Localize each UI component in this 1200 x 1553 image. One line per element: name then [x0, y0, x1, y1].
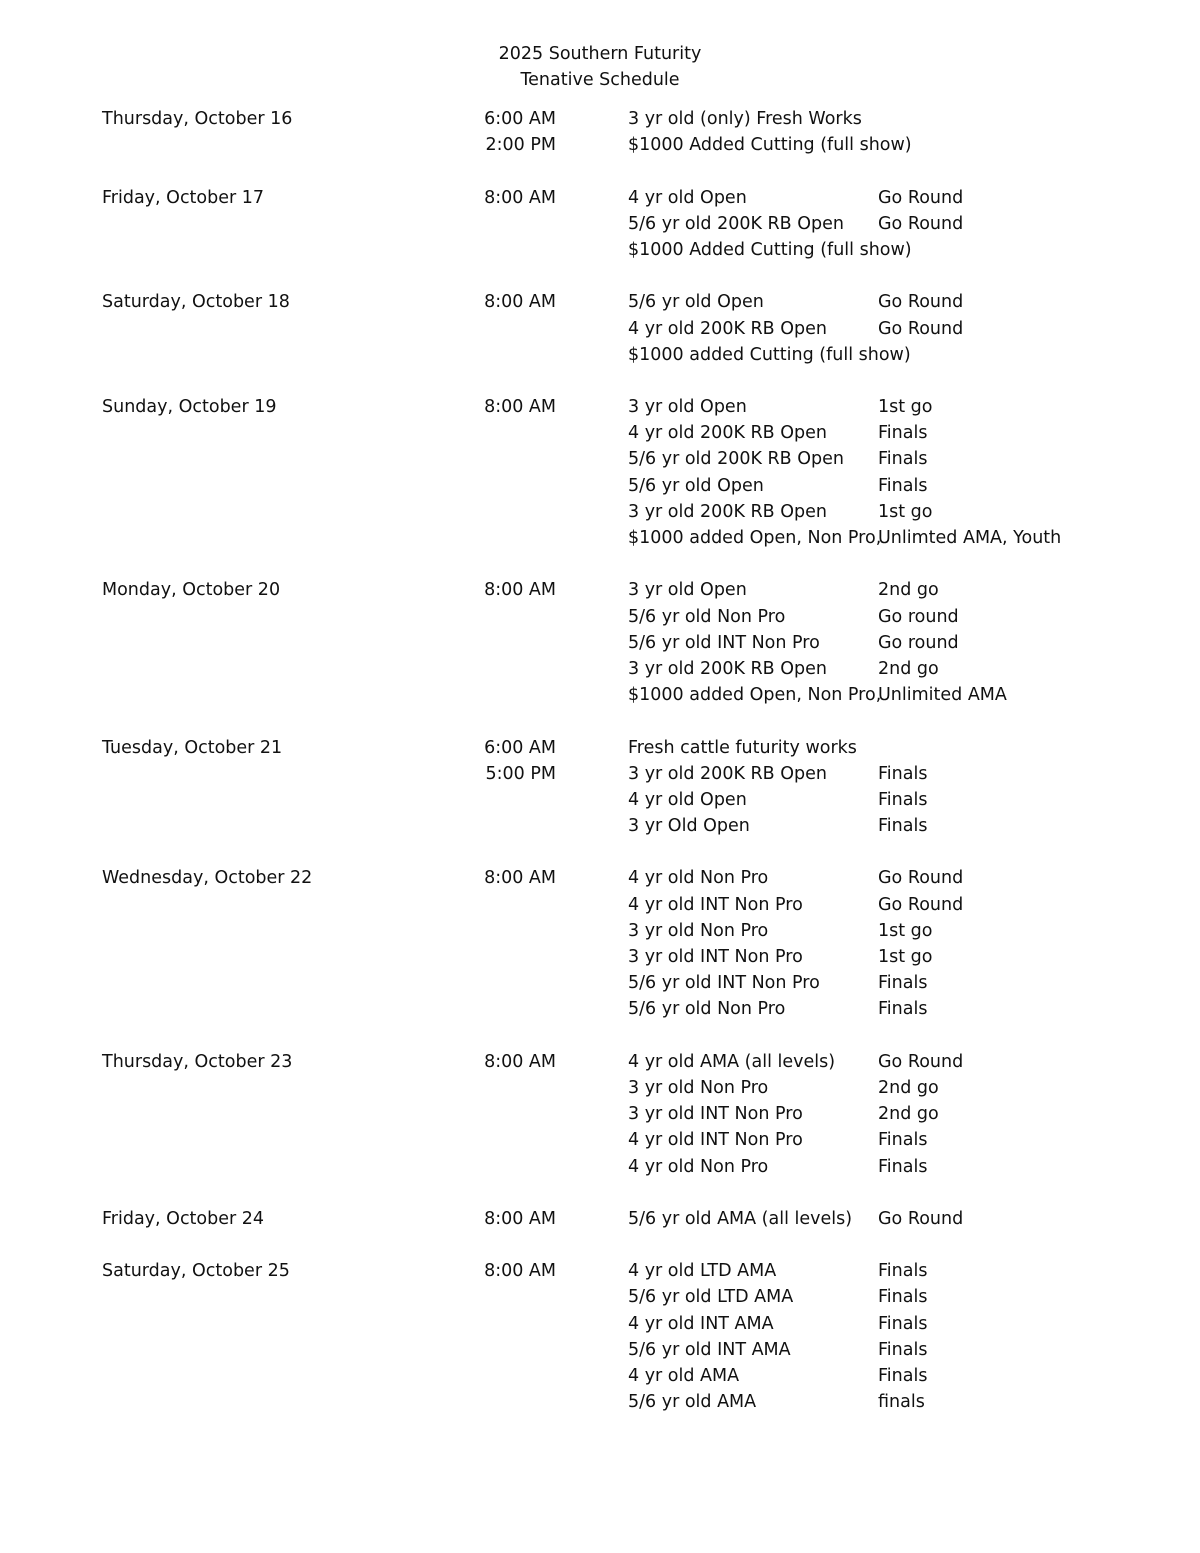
schedule-row — [0, 761, 1200, 787]
schedule-row — [0, 132, 1200, 158]
start-time: 5:00 PM — [485, 763, 556, 784]
event-name: 4 yr old INT Non Pro — [628, 1130, 803, 1151]
day-label: Thursday, October 23 — [102, 1051, 293, 1072]
event-name: 3 yr old INT Non Pro — [628, 947, 803, 967]
event-name: 4 yr old LTD AMA — [628, 1261, 777, 1282]
schedule-row — [0, 892, 1200, 918]
schedule-row — [0, 394, 1200, 420]
event-name: 5/6 yr old Open — [628, 292, 764, 313]
day-block — [0, 865, 1200, 1022]
start-time: 8:00 AM — [484, 1208, 556, 1229]
round-label: Go Round — [878, 292, 964, 313]
day-block — [0, 185, 1200, 264]
start-time: 8:00 AM — [484, 397, 556, 418]
round-label: Finals — [878, 999, 928, 1020]
schedule-row — [0, 604, 1200, 630]
schedule-row — [0, 577, 1200, 603]
schedule-row — [0, 420, 1200, 446]
start-time: 6:00 AM — [484, 737, 556, 758]
schedule-row — [0, 1206, 1200, 1232]
schedule-row — [0, 1284, 1200, 1310]
day-label: Friday, October 24 — [102, 1208, 265, 1229]
day-block — [0, 1206, 1200, 1232]
event-name: 4 yr old AMA (all levels) — [628, 1051, 836, 1072]
event-name: 5/6 yr old INT AMA — [628, 1339, 791, 1360]
event-name: 3 yr old 200K RB Open — [628, 763, 827, 784]
start-time: 6:00 AM — [484, 109, 556, 129]
round-label: Finals — [878, 1156, 928, 1177]
round-label: 2nd go — [878, 658, 939, 679]
event-name: Fresh cattle futurity works — [628, 737, 857, 758]
event-name: 5/6 yr old LTD AMA — [628, 1287, 794, 1308]
schedule-row — [0, 185, 1200, 211]
event-name: 4 yr old Open — [628, 789, 747, 810]
round-label: Finals — [878, 1366, 928, 1386]
schedule-row — [0, 996, 1200, 1022]
round-label: 2nd go — [878, 580, 939, 601]
round-label: Finals — [878, 423, 928, 444]
event-name: 3 yr old Open — [628, 580, 747, 601]
event-name: 3 yr old 200K RB Open — [628, 501, 827, 522]
round-label: Finals — [878, 449, 928, 470]
event-name: 5/6 yr old AMA — [628, 1392, 757, 1413]
event-name: 5/6 yr old INT Non Pro — [628, 632, 820, 653]
schedule-row — [0, 342, 1200, 368]
event-name: 4 yr old 200K RB Open — [628, 423, 827, 444]
event-name: 4 yr old 200K RB Open — [628, 318, 827, 339]
round-label: Unlimted AMA, Youth — [878, 528, 1062, 548]
event-name: 3 yr old (only) Fresh Works — [628, 109, 862, 129]
round-label: Go Round — [878, 894, 964, 915]
event-name: 5/6 yr old AMA (all levels) — [628, 1208, 853, 1229]
event-name: 5/6 yr old Open — [628, 475, 764, 496]
day-block — [0, 394, 1200, 551]
schedule-row — [0, 1101, 1200, 1127]
event-name: $1000 Added Cutting (full show) — [628, 239, 912, 260]
round-label: Go Round — [878, 1051, 964, 1072]
day-block — [0, 735, 1200, 840]
schedule-row — [0, 1075, 1200, 1101]
schedule-row — [0, 237, 1200, 263]
event-name: 5/6 yr old INT Non Pro — [628, 973, 820, 994]
round-label: Finals — [878, 1130, 928, 1151]
start-time: 8:00 AM — [484, 187, 556, 208]
event-name: 3 yr Old Open — [628, 816, 750, 837]
round-label: Go Round — [878, 1208, 964, 1229]
schedule-row — [0, 525, 1200, 551]
schedule-row — [0, 473, 1200, 499]
round-label: 1st go — [878, 920, 933, 941]
schedule-row — [0, 1154, 1200, 1180]
schedule-row — [0, 970, 1200, 996]
round-label: Go Round — [878, 868, 964, 889]
round-label: 1st go — [878, 501, 933, 522]
schedule-row — [0, 1363, 1200, 1389]
schedule-row — [0, 656, 1200, 682]
schedule-row — [0, 106, 1200, 132]
schedule-table — [0, 106, 1200, 1442]
schedule-row — [0, 1127, 1200, 1153]
round-label: 1st go — [878, 397, 933, 418]
day-block — [0, 1049, 1200, 1180]
event-name: 3 yr old 200K RB Open — [628, 658, 827, 679]
day-label: Wednesday, October 22 — [102, 868, 313, 889]
round-label: Unlimited AMA — [878, 685, 1007, 706]
round-label: Finals — [878, 973, 928, 994]
schedule-row — [0, 1049, 1200, 1075]
day-label: Friday, October 17 — [102, 187, 265, 208]
round-label: Go Round — [878, 187, 964, 208]
event-name: 4 yr old Open — [628, 187, 747, 208]
round-label: Finals — [878, 475, 928, 496]
event-name: 3 yr old Non Pro — [628, 920, 769, 941]
round-label: Finals — [878, 763, 928, 784]
day-block — [0, 106, 1200, 158]
event-name: $1000 added Open, Non Pro, — [628, 528, 882, 548]
schedule-row — [0, 735, 1200, 761]
event-name: 4 yr old AMA — [628, 1366, 740, 1386]
start-time: 8:00 AM — [484, 1051, 556, 1072]
round-label: 2nd go — [878, 1077, 939, 1098]
day-block — [0, 577, 1200, 708]
event-name: $1000 added Cutting (full show) — [628, 344, 911, 365]
schedule-row — [0, 1389, 1200, 1415]
start-time: 2:00 PM — [485, 135, 556, 156]
round-label: Go Round — [878, 213, 964, 234]
schedule-row — [0, 630, 1200, 656]
day-label: Thursday, October 16 — [102, 109, 293, 129]
schedule-row — [0, 918, 1200, 944]
document-subtitle: Tenative Schedule — [520, 70, 680, 90]
schedule-row — [0, 211, 1200, 237]
schedule-row — [0, 787, 1200, 813]
round-label: Finals — [878, 816, 928, 837]
event-name: 5/6 yr old Non Pro — [628, 999, 786, 1020]
event-name: 5/6 yr old 200K RB Open — [628, 213, 844, 234]
document-title: 2025 Southern Futurity — [498, 44, 702, 64]
round-label: Finals — [878, 1313, 928, 1334]
schedule-row — [0, 813, 1200, 839]
schedule-row — [0, 944, 1200, 970]
round-label: finals — [878, 1392, 925, 1413]
round-label: Go round — [878, 632, 959, 653]
day-label: Tuesday, October 21 — [102, 737, 283, 758]
day-label: Monday, October 20 — [102, 580, 281, 601]
schedule-row — [0, 1311, 1200, 1337]
round-label: Finals — [878, 1261, 928, 1282]
event-name: 4 yr old Non Pro — [628, 1156, 769, 1177]
schedule-row — [0, 289, 1200, 315]
schedule-row — [0, 1258, 1200, 1284]
schedule-row — [0, 499, 1200, 525]
event-name: 4 yr old INT Non Pro — [628, 894, 803, 915]
schedule-row — [0, 446, 1200, 472]
day-block — [0, 289, 1200, 368]
start-time: 8:00 AM — [484, 580, 556, 601]
schedule-row — [0, 316, 1200, 342]
round-label: Finals — [878, 1339, 928, 1360]
event-name: 5/6 yr old Non Pro — [628, 606, 786, 627]
round-label: 1st go — [878, 947, 933, 967]
event-name: 3 yr old INT Non Pro — [628, 1104, 803, 1125]
schedule-row — [0, 865, 1200, 891]
day-label: Sunday, October 19 — [102, 397, 277, 418]
round-label: Go round — [878, 606, 959, 627]
event-name: 4 yr old INT AMA — [628, 1313, 774, 1334]
event-name: 3 yr old Open — [628, 397, 747, 418]
day-block — [0, 1258, 1200, 1415]
start-time: 8:00 AM — [484, 292, 556, 313]
event-name: 5/6 yr old 200K RB Open — [628, 449, 844, 470]
event-name: $1000 added Open, Non Pro, — [628, 685, 882, 706]
start-time: 8:00 AM — [484, 868, 556, 889]
day-label: Saturday, October 25 — [102, 1261, 290, 1282]
round-label: Finals — [878, 1287, 928, 1308]
schedule-row — [0, 1337, 1200, 1363]
round-label: Finals — [878, 789, 928, 810]
round-label: 2nd go — [878, 1104, 939, 1125]
event-name: 3 yr old Non Pro — [628, 1077, 769, 1098]
round-label: Go Round — [878, 318, 964, 339]
day-label: Saturday, October 18 — [102, 292, 290, 313]
schedule-row — [0, 682, 1200, 708]
event-name: 4 yr old Non Pro — [628, 868, 769, 889]
event-name: $1000 Added Cutting (full show) — [628, 135, 912, 156]
start-time: 8:00 AM — [484, 1261, 556, 1282]
